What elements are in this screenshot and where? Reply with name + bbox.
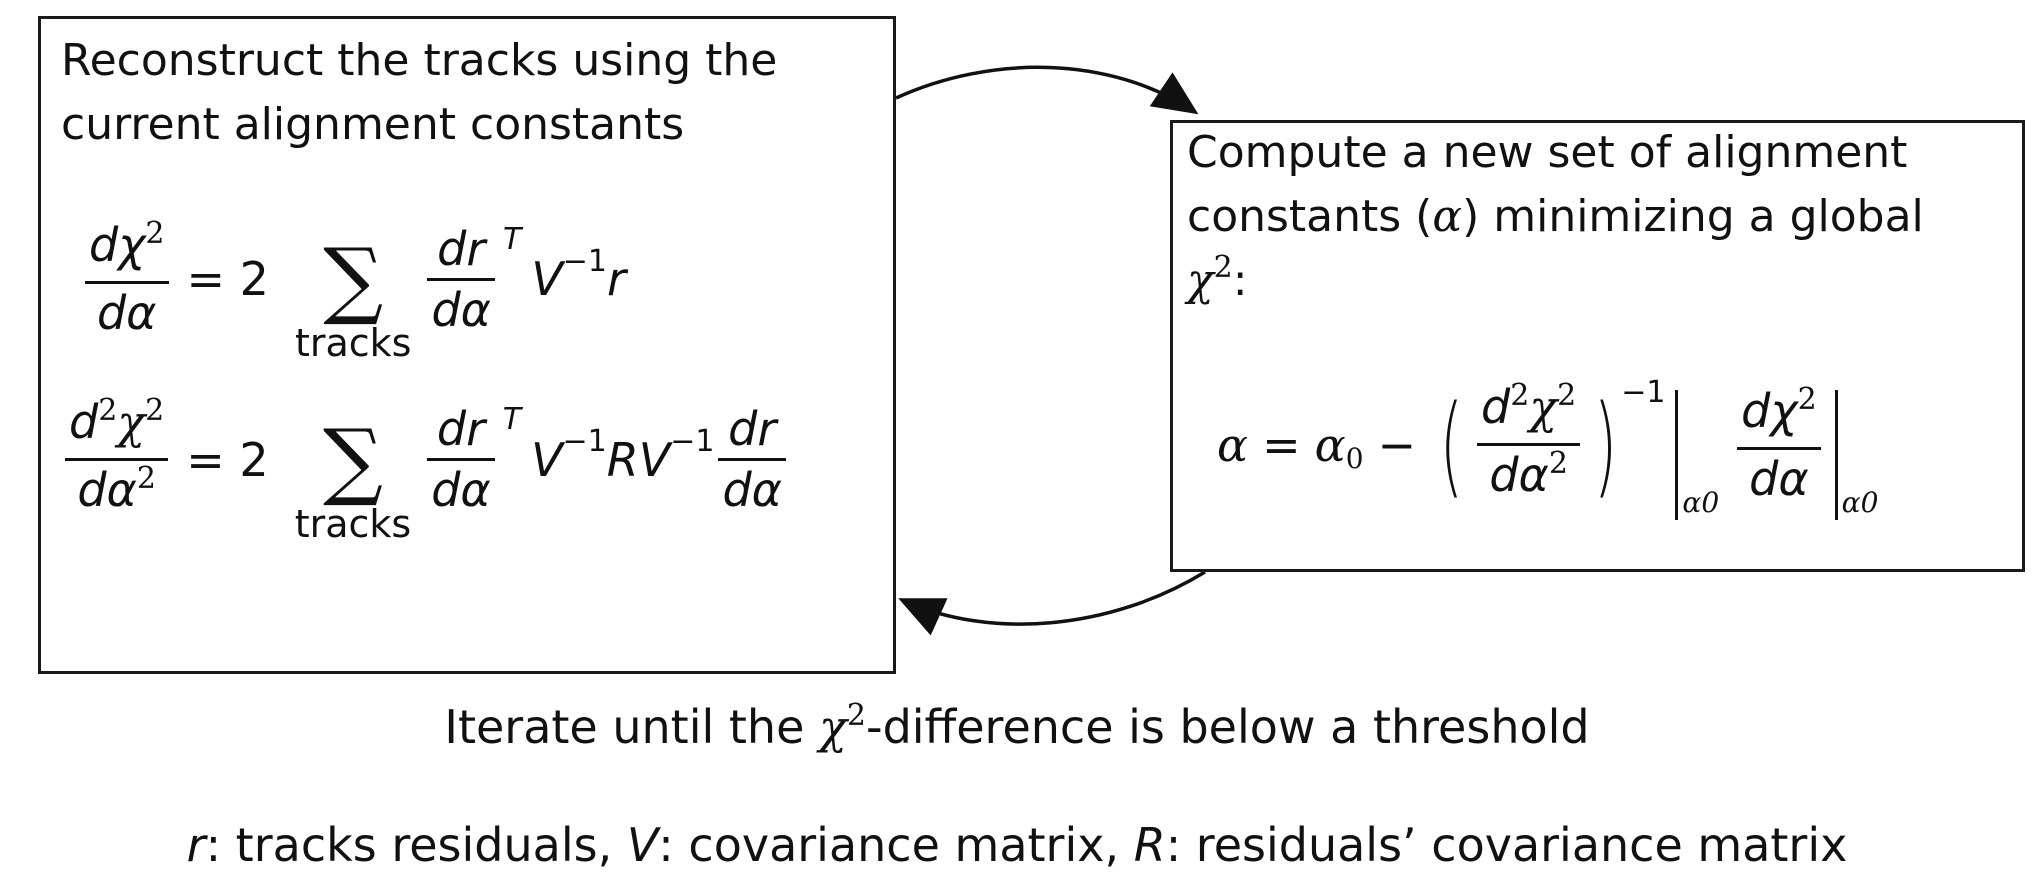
reconstruct-line-1: Reconstruct the tracks using the bbox=[61, 35, 778, 86]
legend-caption: r: tracks residuals, V: covariance matrix, R: residuals’ covariance matrix bbox=[186, 818, 1848, 872]
update-hessian-fraction: $\frac{d^2\chi^2}{d\alpha^2}$ bbox=[1477, 378, 1580, 511]
eq1-sum: ∑ tracks bbox=[294, 230, 412, 365]
eq2-dr-fraction: $\frac{dr}{d\alpha}$ bbox=[427, 400, 495, 519]
eq1-lhs-fraction: $\frac{d\chi^2}{d\alpha}$ bbox=[85, 216, 169, 342]
eq1-transpose: T bbox=[503, 221, 522, 257]
reconstruct-box bbox=[38, 16, 896, 674]
eq2-dr-fraction-2: $\frac{dr}{d\alpha}$ bbox=[718, 400, 786, 519]
eval-bar-1 bbox=[1675, 390, 1678, 520]
update-inverse-power: −1 bbox=[1621, 375, 1666, 410]
eq1-V: V bbox=[531, 252, 563, 306]
right-paren: ) bbox=[1593, 380, 1618, 509]
reconstruct-title bbox=[61, 29, 777, 157]
arrow-to-compute bbox=[896, 67, 1195, 112]
eq2-V: V bbox=[531, 432, 563, 487]
compute-line-3: $\chi^2$: bbox=[1187, 250, 1248, 306]
update-alpha0: α bbox=[1314, 417, 1346, 472]
eq2-transpose: T bbox=[502, 402, 522, 437]
eq2-sum: ∑ tracks bbox=[294, 410, 412, 546]
eval-sub-2: α0 bbox=[1841, 486, 1879, 519]
update-equals: = bbox=[1262, 417, 1301, 472]
eq1-V-inverse: −1 bbox=[562, 243, 608, 279]
eq2-equals: = 2 bbox=[186, 432, 269, 487]
first-derivative-equation bbox=[81, 215, 626, 365]
compute-title bbox=[1187, 121, 1924, 318]
left-paren: ( bbox=[1439, 380, 1464, 509]
eq2-RV: RV bbox=[606, 432, 671, 487]
compute-line-1: Compute a new set of alignment bbox=[1187, 127, 1908, 178]
update-equation bbox=[1217, 375, 1892, 519]
eval-sub-1: α0 bbox=[1682, 486, 1720, 519]
update-alpha: α bbox=[1217, 417, 1249, 472]
arrow-to-reconstruct bbox=[902, 572, 1205, 624]
eq1-dr-fraction: $\frac{dr}{d\alpha}$ bbox=[427, 220, 495, 339]
update-alpha0-sub: 0 bbox=[1345, 442, 1364, 475]
eq2-lhs-fraction: $\frac{d^2\chi^2}{d\alpha^2}$ bbox=[65, 393, 168, 526]
eq2-V2-inverse: −1 bbox=[670, 424, 715, 459]
eq2-V-inverse: −1 bbox=[562, 424, 607, 459]
compute-line-2: constants (α) minimizing a global bbox=[1187, 191, 1924, 242]
eq1-r: r bbox=[607, 252, 626, 306]
second-derivative-equation bbox=[61, 393, 790, 546]
eq1-equals: = 2 bbox=[186, 252, 269, 306]
reconstruct-line-2: current alignment constants bbox=[61, 99, 685, 150]
update-minus: − bbox=[1377, 417, 1417, 472]
eval-bar-2 bbox=[1835, 390, 1838, 520]
iterate-caption: Iterate until the $\chi^2$-difference is below a threshold bbox=[444, 698, 1590, 754]
update-gradient-fraction: $\frac{d\chi^2}{d\alpha}$ bbox=[1737, 382, 1821, 508]
compute-box bbox=[1170, 120, 2025, 572]
